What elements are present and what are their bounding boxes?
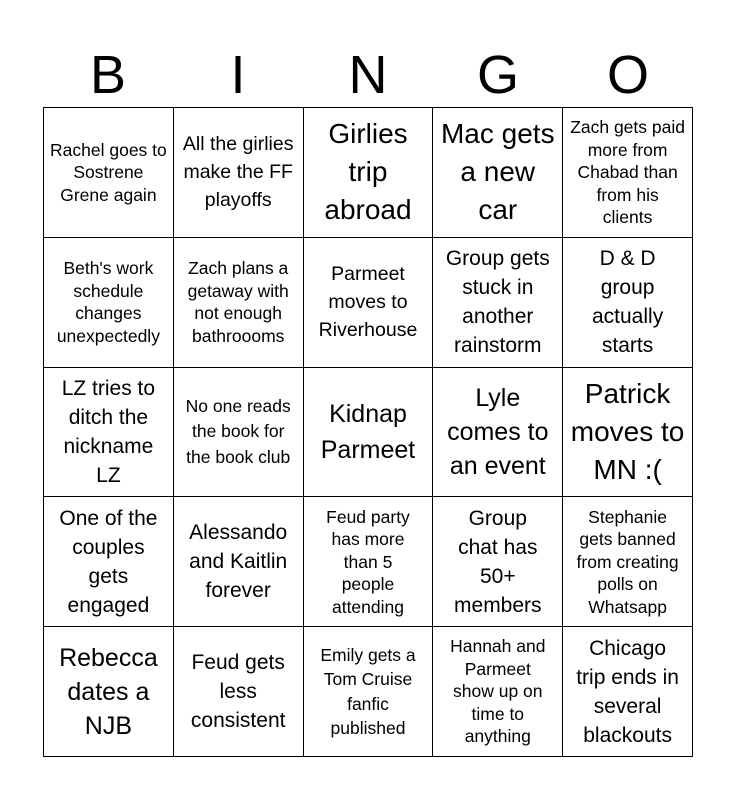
- cell-text: All the girlies make the FF playoffs: [182, 133, 294, 212]
- cell-text: Alessando and Kaitlin forever: [189, 521, 288, 603]
- cell-text: Rachel goes to Sostrene Grene again: [50, 139, 167, 205]
- cell-text: Group gets stuck in another rainstorm: [445, 247, 550, 358]
- cell-text: Mac gets a new car: [440, 118, 555, 226]
- cell-text: Parmeet moves to Riverhouse: [318, 263, 418, 342]
- cell-text: Emily gets a Tom Cruise fanfic published: [320, 644, 416, 739]
- bingo-cell[interactable]: [563, 108, 693, 238]
- bingo-cell[interactable]: [44, 627, 174, 757]
- bingo-cell[interactable]: [304, 368, 434, 498]
- cell-text: Chicago trip ends in several blackouts: [576, 636, 679, 747]
- cell-text: Zach plans a getaway with not enough bathroooms: [187, 258, 289, 346]
- bingo-cell[interactable]: [433, 238, 563, 368]
- cell-text: Patrick moves to MN :(: [570, 377, 685, 485]
- bingo-cell[interactable]: [304, 108, 434, 238]
- cell-text: No one reads the book for the book club: [185, 395, 291, 467]
- cell-text: D & D group actually starts: [591, 247, 664, 358]
- bingo-cell[interactable]: [304, 238, 434, 368]
- cell-text: Rebecca dates a NJB: [59, 643, 158, 740]
- bingo-cell[interactable]: [563, 497, 693, 627]
- cell-text: One of the couples gets engaged: [59, 506, 158, 617]
- bingo-cell[interactable]: [44, 368, 174, 498]
- bingo-cell[interactable]: [304, 627, 434, 757]
- header-letter-o: O: [606, 45, 649, 105]
- bingo-cell[interactable]: [174, 368, 304, 498]
- bingo-cell[interactable]: [44, 497, 174, 627]
- bingo-cell[interactable]: [433, 108, 563, 238]
- bingo-header: [43, 42, 693, 108]
- bingo-cell[interactable]: [44, 108, 174, 238]
- header-letter-n: N: [348, 45, 388, 105]
- bingo-cell[interactable]: [174, 108, 304, 238]
- cell-text: LZ tries to ditch the nickname LZ: [61, 376, 156, 487]
- bingo-cell[interactable]: [563, 368, 693, 498]
- bingo-cell[interactable]: [44, 238, 174, 368]
- cell-text: Zach gets paid more from Chabad than from his clients: [570, 117, 685, 228]
- bingo-cell[interactable]: [433, 368, 563, 498]
- header-letter-b: B: [89, 45, 127, 105]
- bingo-board: [43, 107, 693, 757]
- bingo-cell[interactable]: [563, 627, 693, 757]
- bingo-cell[interactable]: [433, 627, 563, 757]
- cell-text: Feud party has more than 5 people attending: [326, 506, 410, 617]
- cell-text: Hannah and Parmeet show up on time to anything: [450, 636, 546, 747]
- bingo-cell[interactable]: [563, 238, 693, 368]
- bingo-cell[interactable]: [174, 497, 304, 627]
- cell-text: Stephanie gets banned from creating polls on Whatsapp: [576, 506, 679, 617]
- bingo-cell[interactable]: [174, 627, 304, 757]
- cell-text: Beth's work schedule changes unexpectedly: [56, 258, 160, 346]
- cell-text: Kidnap Parmeet: [320, 399, 416, 464]
- cell-text: Girlies trip abroad: [324, 118, 412, 226]
- cell-text: Feud gets less consistent: [190, 651, 286, 733]
- bingo-cell[interactable]: [174, 238, 304, 368]
- cell-text: Group chat has 50+ members: [454, 506, 542, 617]
- cell-text: Lyle comes to an event: [447, 383, 549, 480]
- header-letter-i: I: [230, 45, 246, 105]
- bingo-cell[interactable]: [304, 497, 434, 627]
- header-letter-g: G: [476, 45, 519, 105]
- bingo-cell[interactable]: [433, 497, 563, 627]
